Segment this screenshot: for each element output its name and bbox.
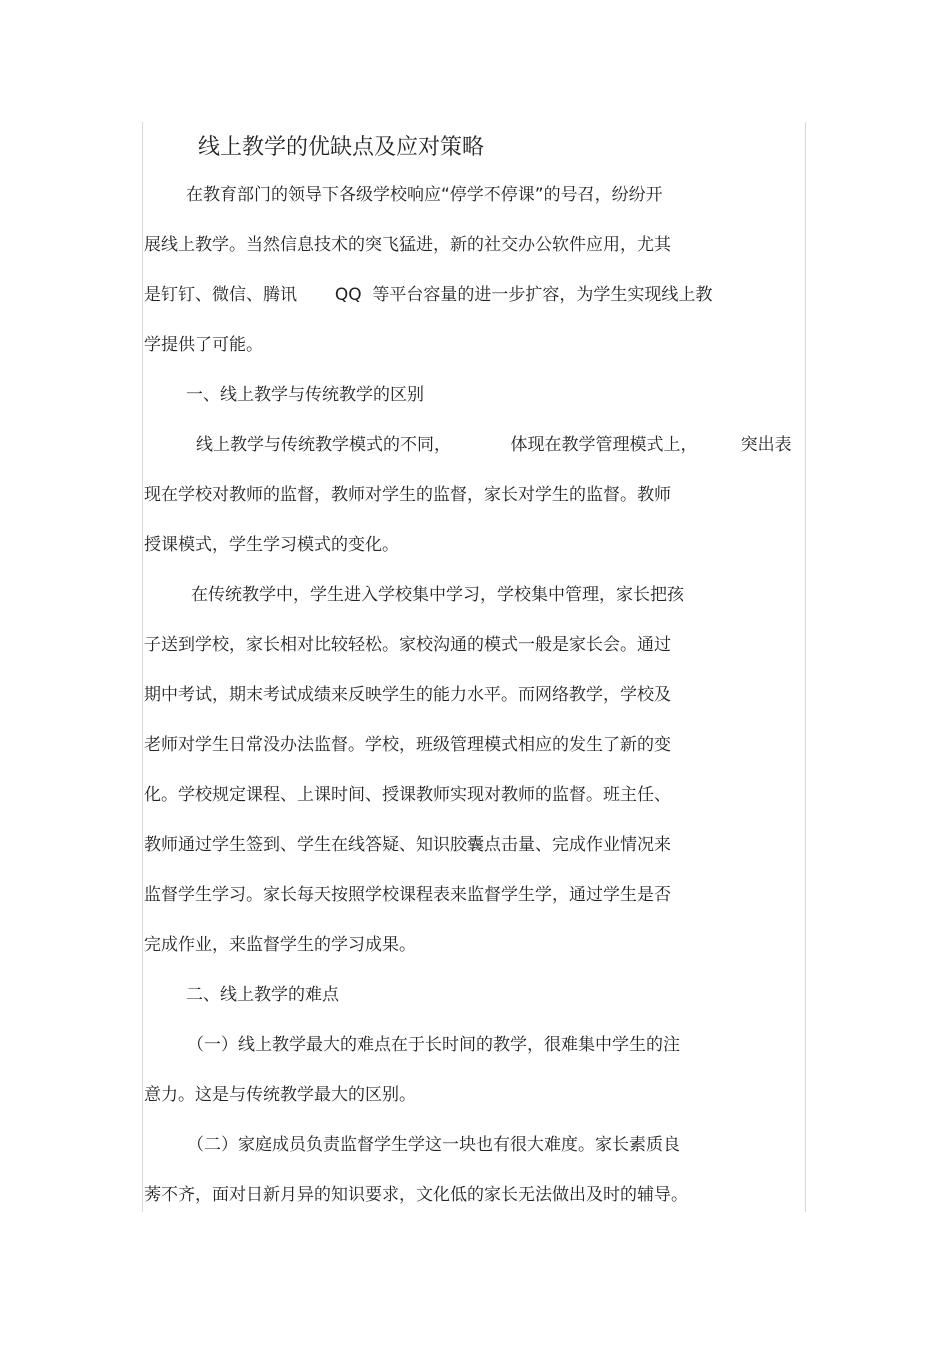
paragraph-line: 老师对学生日常没办法监督。学校，班级管理模式相应的发生了新的变 xyxy=(144,735,671,755)
paragraph-line: 监督学生学习。家长每天按照学校课程表来监督学生学，通过学生是否 xyxy=(144,885,671,905)
paragraph-line: 展线上教学。当然信息技术的突飞猛进，新的社交办公软件应用，尤其 xyxy=(144,235,671,255)
paragraph-line: （二）家庭成员负责监督学生学这一块也有很大难度。家长素质良 xyxy=(187,1135,680,1155)
paragraph-line: 学提供了可能。 xyxy=(144,335,263,355)
paragraph-line: 子送到学校，家长相对比较轻松。家校沟通的模式一般是家长会。通过 xyxy=(144,635,671,655)
paragraph-line: 意力。这是与传统教学最大的区别。 xyxy=(144,1085,416,1105)
paragraph-line: 线上教学与传统教学模式的不同， 体现在教学管理模式上， 突出表 xyxy=(196,435,792,455)
paragraph-line: 在教育部门的领导下各级学校响应“停学不停课”的号召，纷纷开 xyxy=(186,185,663,205)
paragraph-line: 完成作业，来监督学生的学习成果。 xyxy=(144,935,416,955)
document-title: 线上教学的优缺点及应对策略 xyxy=(198,135,485,160)
paragraph-line: 莠不齐，面对日新月异的知识要求，文化低的家长无法做出及时的辅导。 xyxy=(144,1185,688,1205)
paragraph-line: 授课模式，学生学习模式的变化。 xyxy=(144,535,399,555)
paragraph-line: 化。学校规定课程、上课时间、授课教师实现对教师的监督。班主任、 xyxy=(144,785,671,805)
paragraph-line: 期中考试，期末考试成绩来反映学生的能力水平。而网络教学，学校及 xyxy=(144,685,671,705)
paragraph-line: 是钉钉、微信、腾讯 QQ 等平台容量的进一步扩容，为学生实现线上教 xyxy=(144,285,713,305)
section-heading: 二、线上教学的难点 xyxy=(186,985,339,1005)
section-heading: 一、线上教学与传统教学的区别 xyxy=(186,385,424,405)
paragraph-line: （一）线上教学最大的难点在于长时间的教学，很难集中学生的注 xyxy=(187,1035,680,1055)
paragraph-line: 在传统教学中，学生进入学校集中学习，学校集中管理，家长把孩 xyxy=(191,585,684,605)
paragraph-line: 现在学校对教师的监督，教师对学生的监督，家长对学生的监督。教师 xyxy=(144,485,671,505)
paragraph-line: 教师通过学生签到、学生在线答疑、知识胶囊点击量、完成作业情况来 xyxy=(144,835,671,855)
